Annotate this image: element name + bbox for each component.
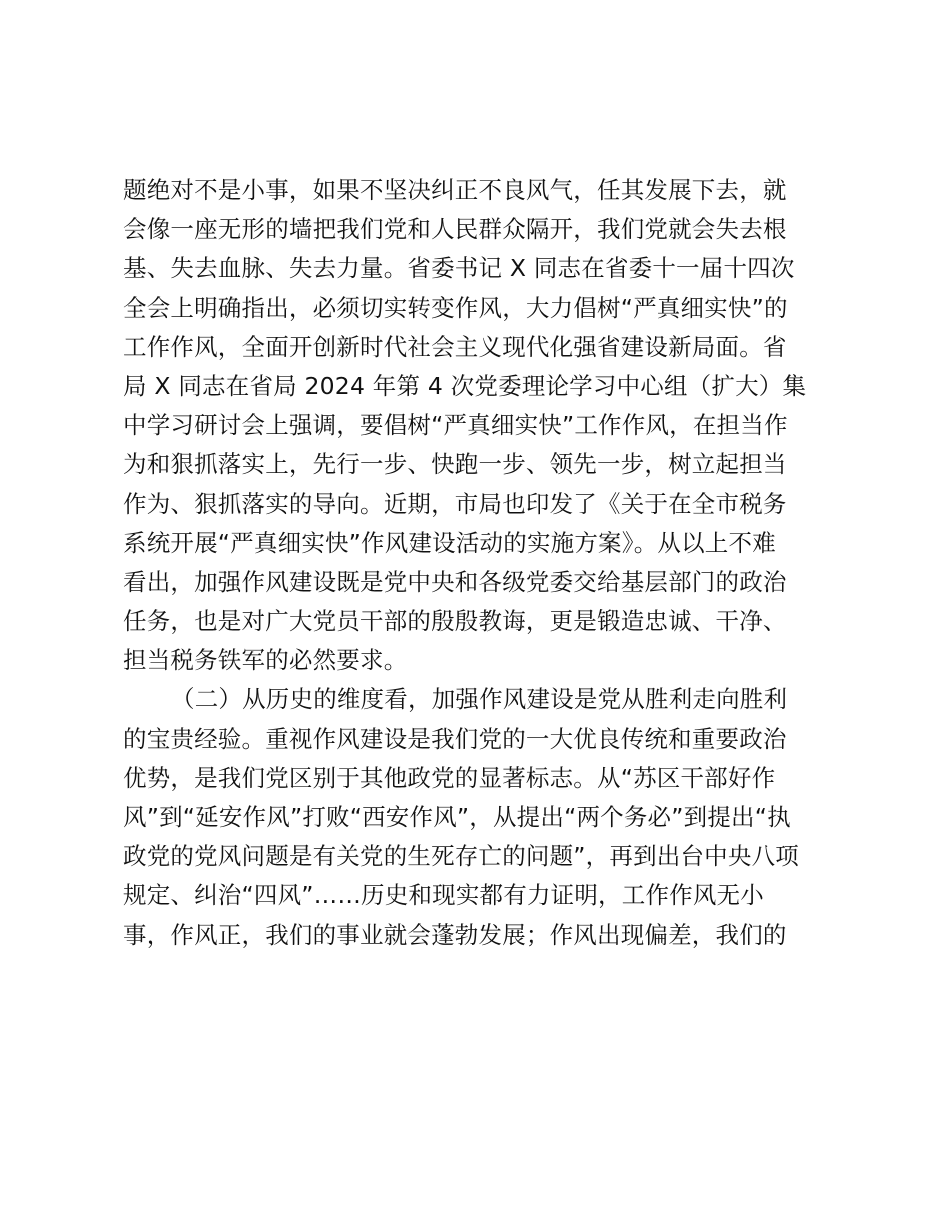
text-line: 基、失去血脉、失去力量。省委书记 X 同志在省委十一届十四次 — [123, 254, 795, 283]
text-line: 看出，加强作风建设既是党中央和各级党委交给基层部门的政治 — [123, 567, 787, 596]
body-text — [123, 171, 843, 955]
text-line: 系统开展“严真细实快”作风建设活动的实施方案》。从以上不难 — [123, 528, 776, 557]
text-line: 优势，是我们党区别于其他政党的显著标志。从“苏区干部好作 — [123, 763, 776, 792]
text-line: 为和狠抓落实上，先行一步、快跑一步、领先一步，树立起担当 — [123, 450, 787, 479]
text-line: 任务，也是对广大党员干部的殷殷教诲，更是锻造忠诚、干净、 — [123, 607, 787, 636]
text-line: 会像一座无形的墙把我们党和人民群众隔开，我们党就会失去根 — [123, 215, 787, 244]
text-line: 题绝对不是小事，如果不坚决纠正不良风气，任其发展下去，就 — [123, 176, 787, 204]
text-line: 风”到“延安作风”打败“西安作风”，从提出“两个务必”到提出“执 — [123, 803, 791, 831]
text-line: 作为、狠抓落实的导向。近期，市局也印发了《关于在全市税务 — [123, 489, 787, 518]
text-line: 局 X 同志在省局 2024 年第 4 次党委理论学习中心组（扩大）集 — [123, 371, 807, 400]
text-line: 事，作风正，我们的事业就会蓬勃发展；作风出现偏差，我们的 — [123, 920, 787, 949]
text-line: 的宝贵经验。重视作风建设是我们党的一大优良传统和重要政治 — [123, 724, 787, 753]
text-line: 规定、纠治“四风”……历史和现实都有力证明，工作作风无小 — [123, 881, 764, 910]
text-line: 全会上明确指出，必须切实转变作风，大力倡树“严真细实快”的 — [123, 293, 788, 322]
text-line: 担当税务铁军的必然要求。 — [123, 646, 408, 675]
section-heading-line: （二）从历史的维度看，加强作风建设是党从胜利走向胜利 — [171, 685, 788, 714]
text-line: 中学习研讨会上强调，要倡树“严真细实快”工作作风，在担当作 — [123, 411, 788, 440]
text-line: 工作作风，全面开创新时代社会主义现代化强省建设新局面。省 — [123, 332, 787, 361]
text-line: 政党的党风问题是有关党的生死存亡的问题”，再到出台中央八项 — [123, 842, 799, 871]
